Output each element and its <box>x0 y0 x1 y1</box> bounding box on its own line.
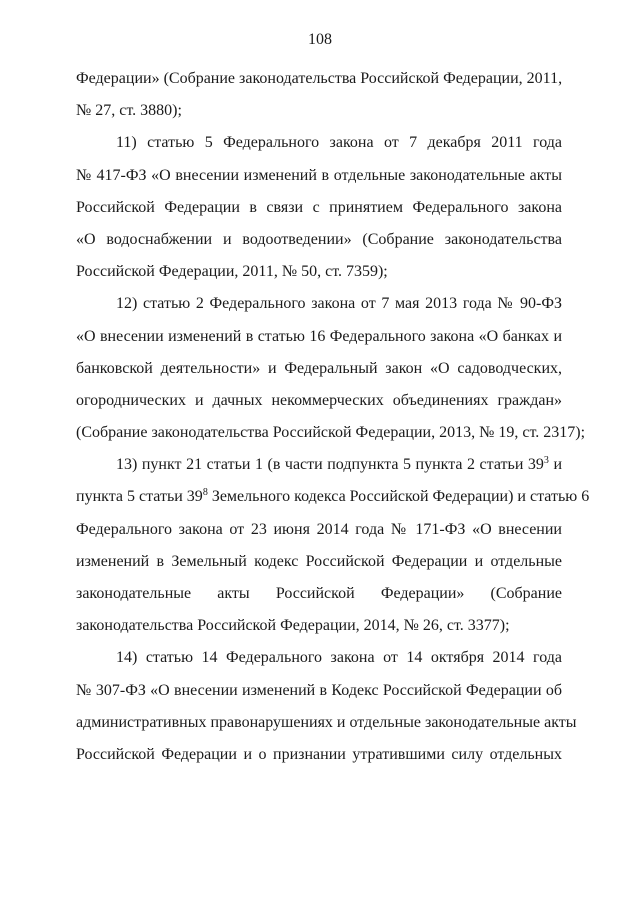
text-line: 12) статью 2 Федерального закона от 7 мая 2013 года № 90-ФЗ <box>116 295 562 313</box>
text-line: изменений в Земельный кодекс Российской Федерации и отдельные <box>76 552 562 570</box>
superscript: 8 <box>202 487 208 499</box>
text-line: 14) статью 14 Федерального закона от 14 октября 2014 года <box>116 649 562 667</box>
text-line: 11) статью 5 Федерального закона от 7 декабря 2011 года <box>116 134 562 152</box>
text-line: Российской Федерации, 2011, № 50, ст. 7359); <box>76 263 388 281</box>
text-line: № 27, ст. 3880); <box>76 102 182 120</box>
text-line: «О водоснабжении и водоотведении» (Собрание законодательства <box>76 230 562 248</box>
text-line: законодательные акты Российской Федерации» (Собрание <box>76 585 562 602</box>
text-line: банковской деятельности» и Федеральный закон «О садоводческих, <box>76 359 562 377</box>
text-line: пункта 5 статьи $39^8$ Земельного кодекса Российской Федерации) и статью 6 <box>76 487 590 506</box>
text-line: 13) пункт 21 статьи 1 (в части подпункта 5 пункта 2 статьи $39^3$ и <box>116 455 563 474</box>
text-line: Российской Федерации в связи с принятием Федерального закона <box>76 198 562 216</box>
text-line: огороднических и дачных некоммерческих объединениях граждан» <box>76 391 562 409</box>
page-number: 108 <box>308 31 332 48</box>
text-line: административных правонарушениях и отдельные законодательные акты <box>76 713 577 731</box>
text-line: № 307-ФЗ «О внесении изменений в Кодекс Российской Федерации об <box>76 681 562 699</box>
text-line: № 417-ФЗ «О внесении изменений в отдельные законодательные акты <box>76 166 562 184</box>
text-line: Федерального закона от 23 июня 2014 года № 171-ФЗ «О внесении <box>76 520 562 538</box>
document-body <box>76 63 590 771</box>
text-line: (Собрание законодательства Российской Федерации, 2013, № 19, ст. 2317); <box>76 424 586 442</box>
text-line: законодательства Российской Федерации, 2014, № 26, ст. 3377); <box>76 617 510 635</box>
text-line: Российской Федерации и о признании утратившими силу отдельных <box>76 745 562 763</box>
text-line: «О внесении изменений в статью 16 Федерального закона «О банках и <box>76 327 562 345</box>
text-line: Федерации» (Собрание законодательства Российской Федерации, 2011, <box>76 70 563 87</box>
superscript: 3 <box>543 455 549 467</box>
